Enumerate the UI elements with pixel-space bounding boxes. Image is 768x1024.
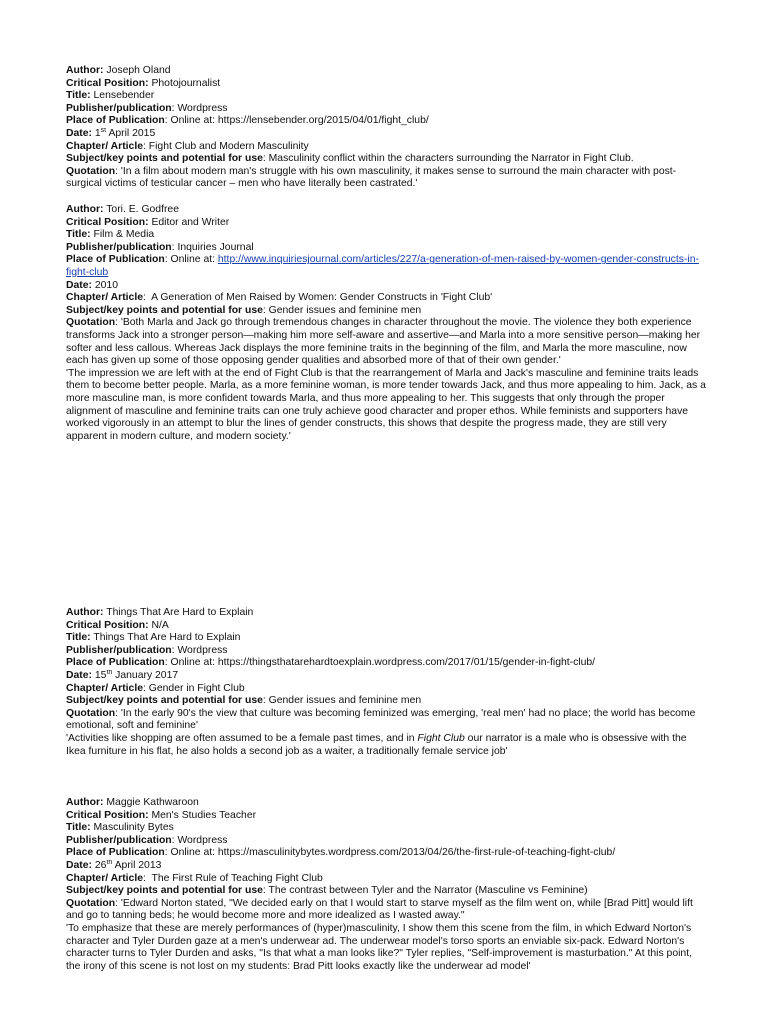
author-value: Things That Are Hard to Explain <box>106 607 254 618</box>
publisher-value: Wordpress <box>177 102 228 114</box>
critical-position-line: Critical Position: Men's Studies Teacher <box>66 809 257 821</box>
bibliography-entry-1 <box>66 65 706 191</box>
chapter-line: Chapter/ Article: Fight Club and Modern Masculinity <box>66 140 309 152</box>
title-value: Film & Media <box>93 229 155 241</box>
author-value: Maggie Kathwaroon <box>106 797 199 808</box>
critical-position-value: Photojournalist <box>151 77 221 89</box>
title-value: Masculinity Bytes <box>93 822 174 834</box>
quotation-paragraph: Quotation: 'Both Marla and Jack go through tremendous changes in character throughout the movie. The violence they both experience transforms Jack into a stronger person—making him more self-aware and assertive—and Marla into a more sensitive person—making her softer and less callous. Whereas Jack displays the more feminine traits in the beginning of the film, and Marla the more masculine, now each has given up some of those opposing gender qualities and absorbed more of that of their own gender.' <box>66 317 701 367</box>
quotation-paragraph-2: 'Activities like shopping are often assumed to be a female past times, and in Fight Club our narrator is a male who is obsessive with the Ikea furniture in his flat, he also holds a second job as a waiter, a traditionally female service job' <box>66 732 687 757</box>
quotation-value: 'In a film about modern man's struggle with his own masculinity, it makes sense to surround the main character with post-surgical victims of testicular cancer – men who have literally been castrated.' <box>66 165 677 190</box>
subject-value: Gender issues and feminine men <box>268 304 422 316</box>
quotation-paragraph: Quotation: 'Edward Norton stated, "We decided early on that I would start to starve myself as the film went on, while [Brad Pitt] would lift and go to tanning beds; he would become more and more idealized as I wasted away." <box>66 897 693 922</box>
publisher-line: Publisher/publication: Inquiries Journal <box>66 241 254 253</box>
author-line: Author: Tori. E. Godfree <box>66 204 179 215</box>
subject-value: The contrast between Tyler and the Narrator (Masculine vs Feminine) <box>268 885 588 897</box>
place-url: https://masculinitybytes.wordpress.com/2013/04/26/the-first-rule-of-teaching-fight-club/ <box>217 847 616 859</box>
place-url: https://thingsthatarehardtoexplain.wordpress.com/2017/01/15/gender-in-fight-club/ <box>217 657 596 669</box>
bibliography-entry-4 <box>66 797 706 973</box>
bibliography-entry-2 <box>66 204 706 443</box>
quotation-2-value: 'To emphasize that these are merely performances of (hyper)masculinity, I show them this scene from the film, in which Edward Norton's character and Tyler Durden gaze at a men's underwear ad. The underwear model's torso sports an enviable six-pack. Edward Norton's character turns to Tyler Durden and asks, "Is that what a man looks like?" Tyler replies, "Self-improvement is masturbation." At this point, the irony of this scene is not lost on my students: Brad Pitt looks exactly like the underwear ad model' <box>66 922 692 972</box>
quotation-value: 'Edward Norton stated, "We decided early on that I would start to starve myself as the film went on, while [Brad Pitt] would lift and go to tanning beds; he would become more and more idealized as I wasted away." <box>66 897 693 922</box>
place-line: Place of Publication: Online at: https://thingsthatarehardtoexplain.wordpress.com/2017/01/15/gender-in-fight-club/ <box>66 657 596 669</box>
chapter-value: Fight Club and Modern Masculinity <box>148 140 309 152</box>
publisher-line: Publisher/publication: Wordpress <box>66 644 228 656</box>
subject-line: Subject/key points and potential for use: Masculinity conflict within the characters surrounding the Narrator in Fight Club. <box>66 153 634 165</box>
publisher-line: Publisher/publication: Wordpress <box>66 102 228 114</box>
chapter-line: Chapter/ Article: The First Rule of Teaching Fight Club <box>66 872 323 884</box>
author-line: Author: Joseph Oland <box>66 65 171 76</box>
place-line: Place of Publication: Online at: http://www.inquiriesjournal.com/articles/227/a-generation-of-men-raised-by-women-gender-constructs-in-fight-club <box>66 254 699 278</box>
critical-position-line: Critical Position: N/A <box>66 619 169 631</box>
title-line: Title: Film & Media <box>66 229 155 241</box>
critical-position-value: Editor and Writer <box>151 216 230 228</box>
publisher-value: Inquiries Journal <box>177 241 254 253</box>
subject-value: Masculinity conflict within the characters surrounding the Narrator in Fight Club. <box>268 153 634 165</box>
subject-line: Subject/key points and potential for use: The contrast between Tyler and the Narrator (Masculine vs Feminine) <box>66 885 588 897</box>
publisher-value: Wordpress <box>177 644 228 656</box>
quotation-paragraph: Quotation: 'In the early 90's the view that culture was becoming feminized was emerging, 'real men' had no place; the world has become emotional, soft and feminine' <box>66 707 696 732</box>
date-line: Date: 2010 <box>66 279 118 291</box>
quotation-paragraph-2 <box>66 923 706 973</box>
date-line: Date: 26th April 2013 <box>66 859 162 871</box>
critical-position-value: N/A <box>151 619 169 631</box>
publisher-value: Wordpress <box>177 834 228 846</box>
quotation-2-value: 'The impression we are left with at the end of Fight Club is that the rearrangement of Marla and Jack's masculine and feminine traits leads them to become better people. Marla, as a more feminine woman, is more tender towards Jack, and thus more appealing to him. Jack, as a more masculine man, is more confident towards Marla, and thus more appealing to her. This suggests that only through the proper alignment of masculine and feminine traits can one truly achieve good character and proper ethos. While feminists and supporters have worked vigorously in an attempt to blur the lines of gender constructs, this shows that despite the progress made, they are still very apparent in modern culture, and modern society.' <box>66 367 706 442</box>
chapter-value: The First Rule of Teaching Fight Club <box>151 872 323 884</box>
chapter-line: Chapter/ Article: A Generation of Men Raised by Women: Gender Constructs in 'Fight Club' <box>66 292 493 304</box>
title-line: Title: Lensebender <box>66 90 155 102</box>
quotation-value: 'In the early 90's the view that culture was becoming feminized was emerging, 'real men' had no place; the world has become emotional, soft and feminine' <box>66 707 696 732</box>
place-url-link[interactable]: http://www.inquiriesjournal.com/articles/227/a-generation-of-men-raised-by-women-gender-constructs-in-fight-club <box>66 254 699 278</box>
subject-value: Gender issues and feminine men <box>268 695 422 707</box>
chapter-line: Chapter/ Article: Gender in Fight Club <box>66 682 245 694</box>
title-value: Things That Are Hard to Explain <box>93 632 241 644</box>
date-value: 2010 <box>94 279 118 291</box>
subject-line: Subject/key points and potential for use: Gender issues and feminine men <box>66 304 422 316</box>
critical-position-line: Critical Position: Photojournalist <box>66 77 221 89</box>
title-line: Title: Masculinity Bytes <box>66 822 174 834</box>
quotation-paragraph: Quotation: 'In a film about modern man's struggle with his own masculinity, it makes sense to surround the main character with post-surgical victims of testicular cancer – men who have literally been castrated.' <box>66 165 677 190</box>
author-value: Joseph Oland <box>106 65 171 76</box>
film-title-italic: Fight Club <box>417 732 465 744</box>
quotation-paragraph-2 <box>66 368 706 444</box>
critical-position-line: Critical Position: Editor and Writer <box>66 216 230 228</box>
subject-line: Subject/key points and potential for use: Gender issues and feminine men <box>66 695 422 707</box>
date-line: Date: 15th January 2017 <box>66 669 179 681</box>
critical-position-value: Men's Studies Teacher <box>151 809 257 821</box>
date-line: Date: 1st April 2015 <box>66 127 156 139</box>
bibliography-entry-3 <box>66 607 706 758</box>
place-line: Place of Publication: Online at: https://lensebender.org/2015/04/01/fight_club/ <box>66 115 429 127</box>
chapter-value: Gender in Fight Club <box>148 682 245 694</box>
author-line: Author: Things That Are Hard to Explain <box>66 607 254 618</box>
place-line: Place of Publication: Online at: https://masculinitybytes.wordpress.com/2013/04/26/the-first-rule-of-teaching-fight-club/ <box>66 847 616 859</box>
title-line: Title: Things That Are Hard to Explain <box>66 632 241 644</box>
title-value: Lensebender <box>93 90 155 102</box>
author-line: Author: Maggie Kathwaroon <box>66 797 199 808</box>
chapter-value: A Generation of Men Raised by Women: Gender Constructs in 'Fight Club' <box>151 292 493 304</box>
quotation-value: 'Both Marla and Jack go through tremendous changes in character throughout the movie. The violence they both experience transforms Jack into a stronger person—making him more self-aware and assertive—and Marla into a more sensitive person—making her softer and less callous. Whereas Jack displays the more feminine traits in the beginning of the film, and Marla the more masculine, now each has given up some of those opposing gender qualities and absorbed more of that of their own gender.' <box>66 317 701 367</box>
author-value: Tori. E. Godfree <box>106 204 179 215</box>
place-url: https://lensebender.org/2015/04/01/fight_club/ <box>217 115 429 127</box>
publisher-line: Publisher/publication: Wordpress <box>66 834 228 846</box>
